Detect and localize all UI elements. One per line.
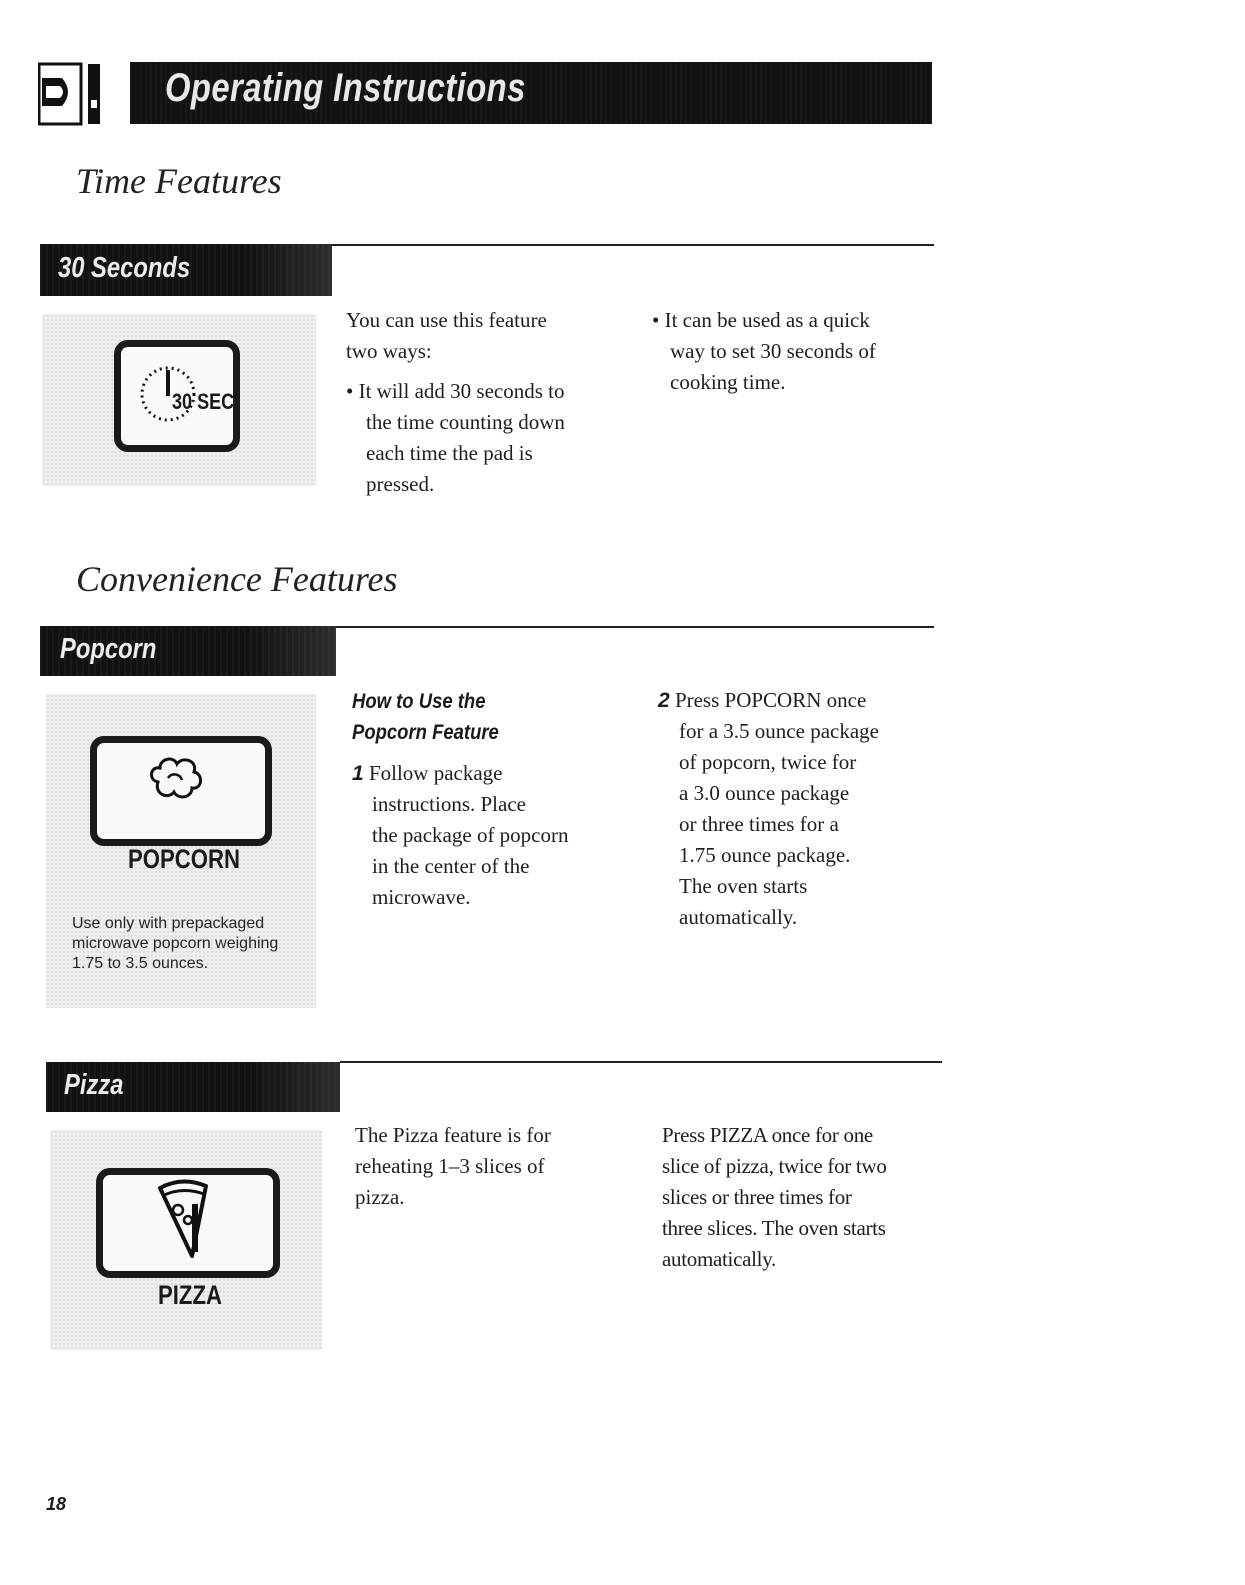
thirty-seconds-intro [346,305,547,367]
text-line: microwave. [372,885,471,909]
text-line: automatically. [679,905,798,929]
text-line: instructions. Place [372,792,526,816]
text-line: How to Use the [352,690,486,713]
page-number: 18 [46,1494,67,1514]
popcorn-label: Popcorn [60,633,157,665]
step-number: 1 [352,762,364,785]
thirty-sec-pad-text: 30 SEC [172,389,235,414]
text-line: in the center of the [372,854,530,878]
pizza-instructions [662,1120,887,1275]
text-line: Press PIZZA once for one [662,1123,873,1147]
popcorn-icon [144,752,210,809]
text-line: The Pizza feature is for [355,1123,551,1147]
convenience-features-title: Convenience Features [76,559,398,599]
text-line: The oven starts [679,874,808,898]
text-line: It can be used as a quick [664,308,870,332]
text-line: It will add 30 seconds to [358,379,565,403]
section-rule [336,626,934,628]
text-line: Popcorn Feature [352,721,499,744]
text-line: Press POPCORN once [674,688,867,712]
text-line: each time the pad is [366,441,533,465]
pizza-slice-icon [154,1176,214,1267]
text-line: three slices. The oven starts [662,1216,886,1240]
text-line: slice of pizza, twice for two [662,1154,887,1178]
text-line: the time counting down [366,410,565,434]
text-line: a 3.0 ounce package [679,781,850,805]
pizza-pad-label: PIZZA [158,1280,222,1310]
text-line: way to set 30 seconds of [670,339,876,363]
text-line: the package of popcorn [372,823,569,847]
bullet: • [652,308,665,332]
popcorn-pad-label: POPCORN [128,844,240,874]
text-line: microwave popcorn weighing [72,935,279,952]
popcorn-step-1 [352,758,569,913]
text-line: reheating 1–3 slices of [355,1154,545,1178]
text-line: 1.75 to 3.5 ounces. [72,955,209,972]
step-number: 2 [658,689,670,712]
thirty-seconds-bullet-2 [652,305,876,398]
popcorn-step-2 [658,685,879,933]
section-rule [340,1061,942,1063]
pizza-label: Pizza [64,1069,124,1101]
text-line: pressed. [366,472,435,496]
text-line: or three times for a [679,812,839,836]
thirty-seconds-label: 30 Seconds [58,252,191,284]
text-line: cooking time. [670,370,786,394]
text-line: of popcorn, twice for [679,750,857,774]
text-line: Follow package [368,761,503,785]
text-line: two ways: [346,339,432,363]
text-line: 1.75 ounce package. [679,843,851,867]
text-line: Use only with prepackaged [72,915,265,932]
text-line: pizza. [355,1185,405,1209]
pizza-description [355,1120,551,1213]
popcorn-note [72,914,278,974]
text-line: for a 3.5 ounce package [679,719,879,743]
text-line: automatically. [662,1247,776,1271]
page-title: Operating Instructions [165,66,526,110]
text-line: You can use this feature [346,308,547,332]
bullet: • [346,379,359,403]
thirty-seconds-bullet-1 [346,376,565,500]
text-line: slices or three times for [662,1185,852,1209]
microwave-tab-icon [38,62,104,126]
popcorn-how-to-heading [352,686,499,748]
section-rule [332,244,934,246]
time-features-title: Time Features [76,161,282,201]
